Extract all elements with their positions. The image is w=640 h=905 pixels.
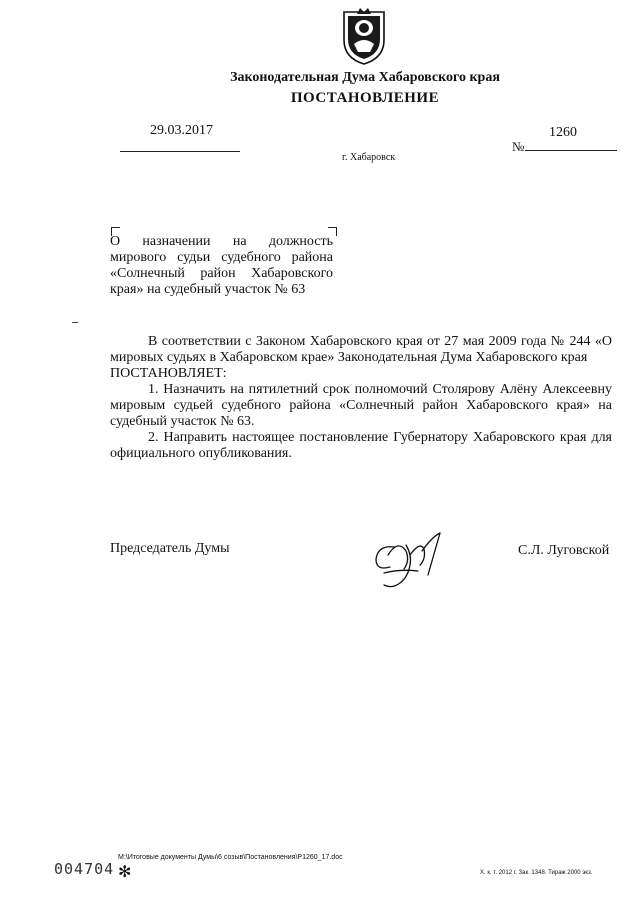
item-1-paragraph: 1. Назначить на пятилетний срок полномочий Столярову Алёну Алексеевну мировым судьей судебного района «Солнечный район Хабаровского края» на судебный участок № 63.	[110, 382, 612, 429]
number-underline	[525, 150, 617, 151]
coat-of-arms-emblem	[340, 6, 388, 66]
decree-word: ПОСТАНОВЛЯЕТ:	[110, 366, 227, 381]
date-underline	[120, 151, 240, 152]
document-body	[110, 334, 612, 462]
number-sign: №	[512, 139, 525, 154]
organization-title: Законодательная Дума Хабаровского края	[230, 70, 500, 85]
print-info: Х. к. т. 2012 г. Зак. 1348. Тираж 2000 экз.	[480, 870, 593, 876]
city-label: г. Хабаровск	[342, 152, 396, 163]
asterisk-mark-icon: ✻	[118, 864, 132, 881]
margin-tick	[72, 322, 78, 323]
item-2-paragraph: 2. Направить настоящее постановление Губернатору Хабаровского края для официального опубликования.	[110, 430, 612, 461]
signatory-role: Председатель Думы	[110, 541, 230, 556]
document-number: 1260	[549, 125, 577, 140]
document-date: 29.03.2017	[150, 123, 213, 138]
preamble-paragraph: В соответствии с Законом Хабаровского края от 27 мая 2009 года № 244 «О мировых судьях в Хабаровском крае» Законодательная Дума Хабаровского края	[110, 334, 612, 365]
document-subject: О назначении на должность мирового судьи судебного района «Солнечный район Хабаровского края» на судебный участок № 63	[110, 234, 333, 297]
registration-code: 004704	[54, 860, 115, 878]
file-path: M:\Итоговые документы Думы\6 созыв\Постановления\Р1260_17.doc	[118, 854, 343, 861]
document-type-title: ПОСТАНОВЛЕНИЕ	[290, 90, 440, 106]
signatory-name: С.Л. Луговской	[518, 543, 610, 558]
handwritten-signature	[364, 525, 464, 595]
